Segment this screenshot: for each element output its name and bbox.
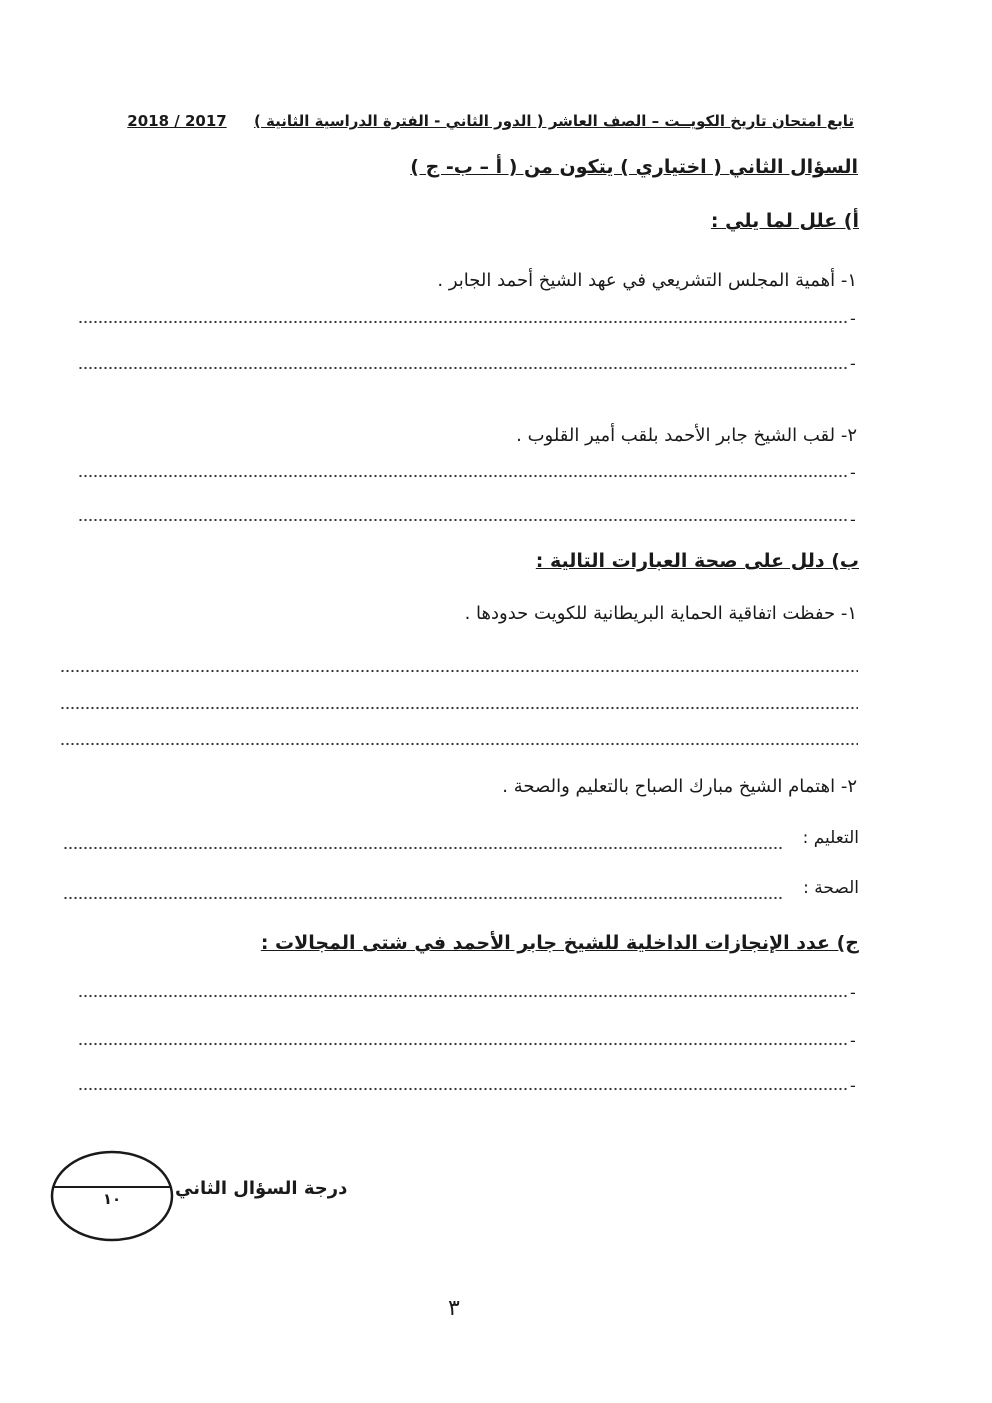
section-b-title: ب) دلل على صحة العبارات التالية : [535,550,859,572]
answer-line[interactable] [78,366,848,370]
answer-dash: - [850,510,856,529]
exam-header [127,112,854,130]
answer-line[interactable] [78,474,848,478]
grade-label: درجة السؤال الثاني [175,1178,348,1199]
answer-line[interactable] [60,706,858,710]
education-label: التعليم : [802,828,859,848]
answer-line[interactable] [78,320,848,324]
health-answer-line[interactable] [63,896,783,900]
page-number: ٣ [448,1296,460,1321]
question-title: السؤال الثاني ( اختياري ) يتكون من ( أ – ب- ج ) [410,156,858,178]
answer-line[interactable] [78,1087,848,1091]
section-b-item-1: ١- حفظت اتفاقية الحماية البريطانية للكويت حدودها . [464,603,857,624]
answer-dash: - [850,354,856,373]
answer-line[interactable] [60,669,858,673]
grade-max: ١٠ [102,1190,122,1208]
section-b-item-2: ٢- اهتمام الشيخ مبارك الصباح بالتعليم والصحة . [502,776,857,797]
section-a-item-1: ١- أهمية المجلس التشريعي في عهد الشيخ أحمد الجابر . [437,270,857,291]
education-answer-line[interactable] [63,846,783,850]
answer-dash: - [850,1031,856,1050]
answer-line[interactable] [60,742,858,746]
exam-year: 2018 / 2017 [127,112,227,130]
answer-line[interactable] [78,1042,848,1046]
section-c-title: ج) عدد الإنجازات الداخلية للشيخ جابر الأحمد في شتى المجالات : [260,932,859,954]
answer-dash: - [850,463,856,482]
exam-header-title: تابع امتحان تاريخ الكويــت – الصف العاشر ( الدور الثاني - الفترة الدراسية الثانية ) [253,112,854,130]
section-a-title: أ) علل لما يلي : [710,210,859,232]
health-label: الصحة : [803,878,859,898]
answer-line[interactable] [78,518,848,522]
section-a-item-2: ٢- لقب الشيخ جابر الأحمد بلقب أمير القلوب . [516,425,857,446]
answer-dash: - [850,1076,856,1095]
answer-dash: - [850,309,856,328]
answer-line[interactable] [78,994,848,998]
answer-dash: - [850,983,856,1002]
